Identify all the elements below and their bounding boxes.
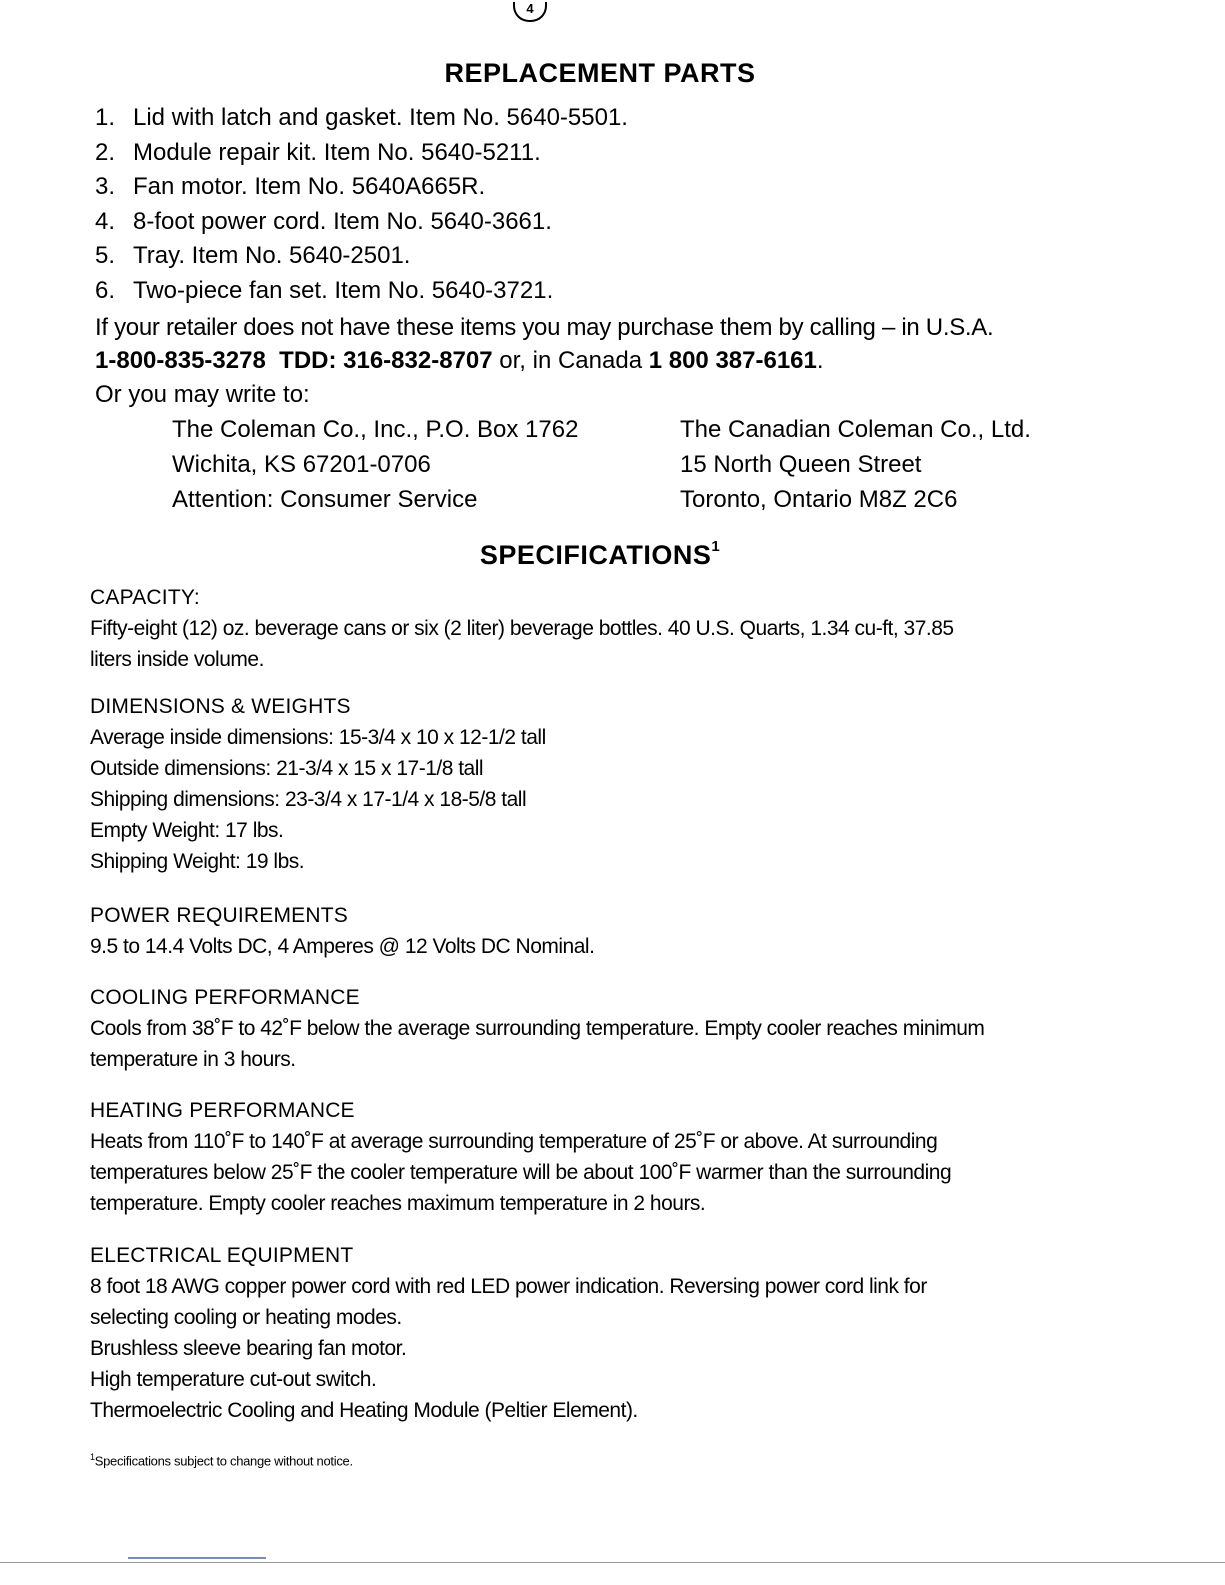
spec-heading: COOLING PERFORMANCE	[90, 986, 360, 1009]
or-canada-text: or, in Canada	[492, 347, 649, 374]
address-line: The Canadian Coleman Co., Ltd.	[680, 416, 1031, 443]
item-number: 6.	[95, 276, 116, 304]
item-number: 4.	[95, 207, 116, 235]
footnote-marker: 1	[711, 538, 721, 555]
spec-line: Empty Weight: 17 lbs.	[90, 819, 284, 842]
list-item	[95, 274, 628, 309]
item-text: Fan motor. Item No. 5640A665R.	[133, 173, 486, 200]
spec-heading: HEATING PERFORMANCE	[90, 1099, 355, 1122]
spec-line: Fifty-eight (12) oz. beverage cans or six (2 liter) beverage bottles. 40 U.S. Quarts, 1.34 cu-ft, 37.85	[90, 617, 954, 640]
footnote	[90, 1452, 353, 1468]
spec-heading: CAPACITY:	[90, 586, 200, 609]
phone-line	[95, 344, 824, 377]
write-to-line: Or you may write to:	[95, 381, 310, 408]
specifications-title-text: SPECIFICATIONS	[479, 540, 712, 570]
spec-line: Brushless sleeve bearing fan motor.	[90, 1337, 407, 1360]
spec-line: temperature in 3 hours.	[90, 1048, 296, 1071]
item-text: Two-piece fan set. Item No. 5640-3721.	[133, 276, 554, 304]
spec-electrical	[90, 1240, 1100, 1426]
spec-line: High temperature cut-out switch.	[90, 1368, 377, 1391]
page-number: 4	[513, 2, 547, 22]
spec-cooling	[90, 982, 1100, 1075]
spec-heading: ELECTRICAL EQUIPMENT	[90, 1244, 354, 1267]
spec-line: temperature. Empty cooler reaches maximum temperature in 2 hours.	[90, 1192, 706, 1215]
phone-canada: 1 800 387-6161	[648, 347, 817, 374]
item-number: 5.	[95, 242, 116, 269]
spec-heating	[90, 1095, 1100, 1219]
item-number: 2.	[95, 138, 116, 166]
phone-us: 1-800-835-3278	[95, 347, 266, 374]
list-item	[95, 205, 628, 240]
spec-line: Cools from 38˚F to 42˚F below the average surrounding temperature. Empty cooler reaches minimum	[90, 1017, 985, 1040]
footnote-marker: 1	[90, 1452, 95, 1462]
spec-line: Shipping dimensions: 23-3/4 x 17-1/4 x 18-5/8 tall	[90, 788, 527, 811]
period: .	[816, 347, 824, 374]
item-text: Module repair kit. Item No. 5640-5211.	[133, 138, 541, 166]
page-bottom-rule	[0, 1562, 1225, 1563]
address-line: Toronto, Ontario M8Z 2C6	[680, 486, 958, 513]
replacement-parts-list	[95, 101, 628, 308]
list-item	[95, 136, 628, 171]
purchase-line: If your retailer does not have these items you may purchase them by calling – in U.S.A.	[95, 314, 994, 341]
spec-line: liters inside volume.	[90, 648, 264, 671]
item-text: Lid with latch and gasket. Item No. 5640-5501.	[133, 104, 628, 131]
list-item	[95, 101, 628, 136]
specifications-title	[0, 540, 1200, 571]
item-text: 8-foot power cord. Item No. 5640-3661.	[133, 207, 552, 235]
address-line: 15 North Queen Street	[680, 451, 922, 478]
spec-power	[90, 900, 1100, 962]
item-text: Tray. Item No. 5640-2501.	[133, 242, 411, 269]
spec-line: temperatures below 25˚F the cooler temperature will be about 100˚F warmer than the surrounding	[90, 1161, 952, 1184]
footnote-text: Specifications subject to change without notice.	[94, 1453, 353, 1469]
spec-line: selecting cooling or heating modes.	[90, 1306, 402, 1329]
spec-line: Heats from 110˚F to 140˚F at average surrounding temperature of 25˚F or above. At surrounding	[90, 1130, 938, 1153]
item-number: 1.	[95, 104, 116, 131]
spec-heading: POWER REQUIREMENTS	[90, 904, 348, 927]
replacement-parts-title: REPLACEMENT PARTS	[444, 58, 756, 88]
tdd-number: TDD: 316-832-8707	[279, 347, 493, 374]
address-line: The Coleman Co., Inc., P.O. Box 1762	[172, 416, 579, 443]
spec-dimensions	[90, 691, 1100, 877]
spec-line: Thermoelectric Cooling and Heating Module (Peltier Element).	[90, 1399, 638, 1422]
spec-line: 8 foot 18 AWG copper power cord with red LED power indication. Reversing power cord link for	[90, 1275, 927, 1298]
item-number: 3.	[95, 173, 116, 200]
address-line: Wichita, KS 67201-0706	[172, 451, 431, 478]
list-item	[95, 170, 628, 205]
spec-line: Average inside dimensions: 15-3/4 x 10 x 12-1/2 tall	[90, 726, 546, 749]
spec-line: Shipping Weight: 19 lbs.	[90, 850, 305, 873]
address-us	[172, 412, 578, 517]
spec-line: Outside dimensions: 21-3/4 x 15 x 17-1/8 tall	[90, 757, 484, 780]
spec-heading: DIMENSIONS & WEIGHTS	[90, 695, 351, 718]
list-item	[95, 239, 628, 274]
page-bottom-mark	[128, 1557, 266, 1559]
spec-capacity	[90, 582, 1100, 675]
address-canada	[680, 412, 1031, 517]
address-line: Attention: Consumer Service	[172, 486, 478, 513]
spec-line: 9.5 to 14.4 Volts DC, 4 Amperes @ 12 Volts DC Nominal.	[90, 935, 595, 958]
